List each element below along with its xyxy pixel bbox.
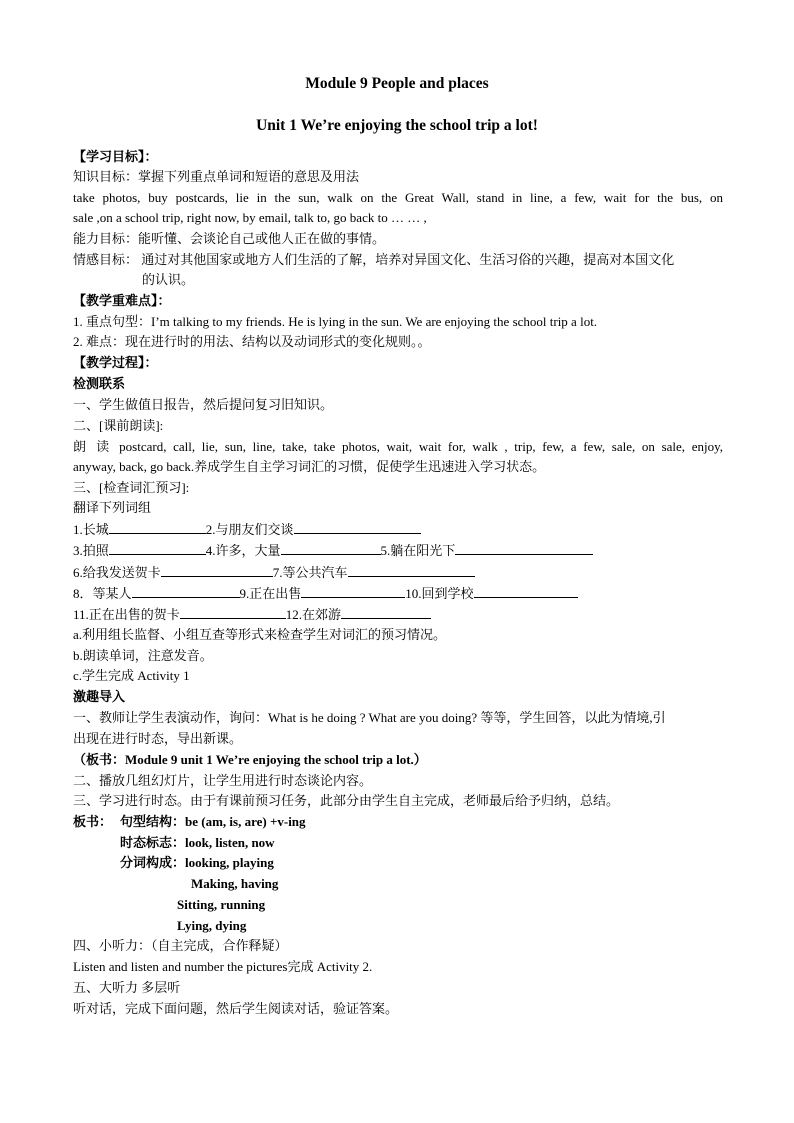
vocab-item: 2.与朋友们交谈 [205, 522, 294, 537]
keypoint-2: 2. 难点：现在进行时的用法、结构以及动词形式的变化规则。。 [73, 334, 431, 349]
knowledge-goal: 知识目标：掌握下列重点单词和短语的意思及用法 [73, 169, 360, 184]
board-participles: 分词构成：looking, playing [120, 855, 274, 870]
vocab-item: 9.正在出售 [239, 586, 302, 601]
note-c: c.学生完成 Activity 1 [73, 668, 190, 683]
answer-blank[interactable] [109, 540, 206, 555]
vocab-item: 1.长城 [73, 522, 109, 537]
intro-step-1-line-1: 一、教师让学生表演动作，询问：What is he doing ? What are you doing? 等等，学生回答，以此为情境,引 [73, 710, 666, 725]
reading-list-line-2: anyway, back, go back.养成学生自主学习词汇的习惯，促使学生迅速进入学习状态。 [73, 459, 546, 474]
step-5: 五、大听力 多层听 [73, 980, 181, 995]
vocab-item: 10.回到学校 [405, 586, 474, 601]
vocab-item: 11.正在出售的贺卡 [73, 607, 180, 622]
answer-blank[interactable] [341, 604, 431, 619]
vocab-item: 6.给我发送贺卡 [73, 565, 161, 580]
answer-blank[interactable] [132, 583, 240, 598]
translate-heading: 翻译下列词组 [73, 500, 152, 515]
answer-blank[interactable] [474, 583, 578, 598]
vocab-item: 7.等公共汽车 [272, 565, 348, 580]
answer-blank[interactable] [294, 519, 421, 534]
vocab-item: 5.躺在阳光下 [380, 543, 456, 558]
step-2: 二、[课前朗读]: [73, 418, 164, 433]
emotion-goal-line-1: 情感目标： 通过对其他国家或地方人们生活的了解，培养对异国文化、生活习俗的兴趣，提高对本国文化 [73, 252, 675, 267]
keypoint-1: 1. 重点句型：I’m talking to my friends. He is lying in the sun. We are enjoying the school trip a lot. [73, 314, 598, 329]
answer-blank[interactable] [281, 540, 381, 555]
step-4: 四、小听力：（自主完成，合作释疑） [73, 938, 288, 953]
listening-task: Listen and listen and number the pictures完成 Activity 2. [73, 959, 373, 974]
note-b: b.朗读单词，注意发音。 [73, 648, 213, 663]
board-label: 板书： [73, 814, 113, 829]
reading-list-line-1: 朗 读 postcard, call, lie, sun, line, take, take photos, wait, wait for, walk , trip, few, a few, sale, on sale, enjoy, [73, 439, 723, 454]
document-title: Module 9 People and places [305, 75, 489, 92]
board-participles-2: Making, having [191, 876, 279, 891]
vocab-item: 12.在郊游 [285, 607, 342, 622]
board-structure: 句型结构：be (am, is, are) +v-ing [120, 814, 306, 829]
board-participles-4: Lying, dying [177, 918, 247, 933]
intro-step-3: 三、学习进行时态。由于有课前预习任务，此部分由学生自主完成，老师最后给予归纳，总结。 [73, 793, 620, 808]
step-3: 三、[检查词汇预习]: [73, 480, 190, 495]
answer-blank[interactable] [301, 583, 405, 598]
answer-blank[interactable] [161, 562, 273, 577]
vocab-row-2 [73, 540, 723, 561]
board-participles-3: Sitting, running [177, 897, 266, 912]
unit-title: Unit 1 We’re enjoying the school trip a lot! [256, 117, 538, 134]
key-words-line-1: take photos, buy postcards, lie in the sun, walk on the Great Wall, stand in line, a few, wait for the bus, on [73, 190, 723, 205]
final-task: 听对话，完成下面问题，然后学生阅读对话，验证答案。 [73, 1001, 399, 1016]
answer-blank[interactable] [348, 562, 475, 577]
intro-step-1-line-2: 出现在进行时态，导出新课。 [73, 731, 243, 746]
keypoints-heading: 【教学重难点】： [73, 293, 171, 308]
board-title: （板书：Module 9 unit 1 We’re enjoying the school trip a lot.） [73, 752, 427, 767]
vocab-row-3 [73, 562, 723, 583]
key-words-line-2: sale ,on a school trip, right now, by email, talk to, go back to … … , [73, 210, 427, 225]
goals-heading: 【学习目标】： [73, 149, 158, 164]
vocab-row-5 [73, 604, 723, 625]
ability-goal: 能力目标：能听懂、会谈论自己或他人正在做的事情。 [73, 231, 386, 246]
intro-step-2: 二、播放几组幻灯片，让学生用进行时态谈论内容。 [73, 773, 373, 788]
section-intro: 激趣导入 [73, 689, 126, 704]
section-check: 检测联系 [73, 376, 126, 391]
board-markers: 时态标志：look, listen, now [120, 835, 275, 850]
vocab-item: 8．等某人 [73, 586, 132, 601]
step-1: 一、学生做值日报告，然后提问复习旧知识。 [73, 397, 334, 412]
vocab-item: 3.拍照 [73, 543, 109, 558]
vocab-row-4 [73, 583, 723, 604]
note-a: a.利用组长监督、小组互查等形式来检查学生对词汇的预习情况。 [73, 627, 447, 642]
vocab-row-1 [73, 519, 723, 540]
process-heading: 【教学过程】： [73, 355, 158, 370]
vocab-item: 4.许多，大量 [205, 543, 281, 558]
answer-blank[interactable] [109, 519, 206, 534]
answer-blank[interactable] [180, 604, 286, 619]
emotion-goal-line-2: 的认识。 [142, 272, 195, 287]
answer-blank[interactable] [455, 540, 593, 555]
